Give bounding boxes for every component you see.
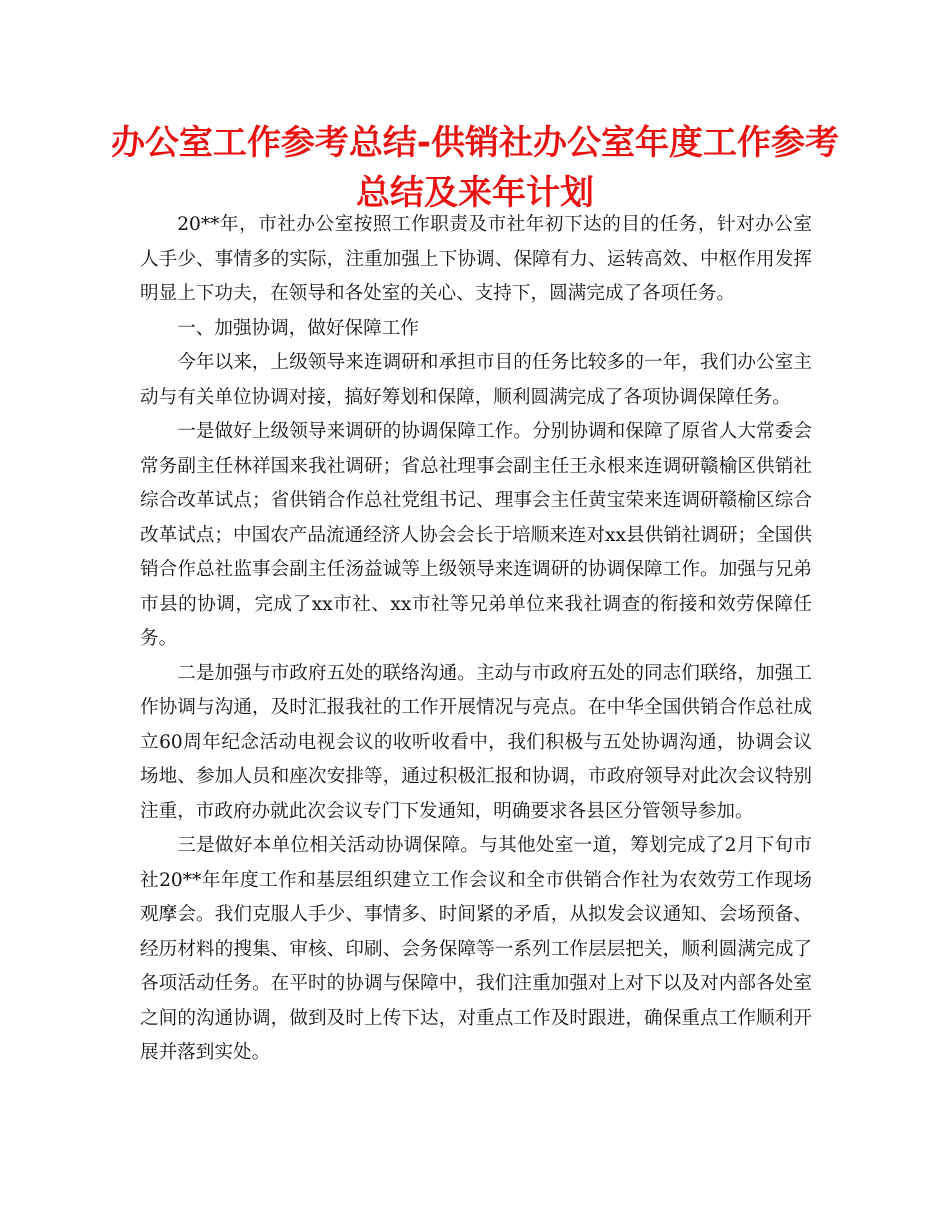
document-body	[140, 208, 812, 1071]
section-heading-1: 一、加强协调，做好保障工作	[177, 317, 419, 339]
paragraph-item-3: 三是做好本单位相关活动协调保障。与其他处室一道，筹划完成了2月下旬市社20**年年度工作和基层组织建立工作会议和全市供销合作社为农效劳工作现场观摩会。我们克服人手少、事情多、时间紧的矛盾，从拟发会议通知、会场预备、经历材料的搜集、审核、印刷、会务保障等一系列工作层层把关，顺利圆满完成了各项活动任务。在平时的协调与保障中，我们注重加强对上对下以及对内部各处室之间的沟通协调，做到及时上传下达，对重点工作及时跟进，确保重点工作顺利开展并落到实处。	[140, 835, 812, 1063]
paragraph-item-2: 二是加强与市政府五处的联络沟通。主动与市政府五处的同志们联络，加强工作协调与沟通，及时汇报我社的工作开展情况与亮点。在中华全国供销合作总社成立60周年纪念活动电视会议的收听收看中，我们积极与五处协调沟通，协调会议场地、参加人员和座次安排等，通过积极汇报和协调，市政府领导对此次会议特别注重，市政府办就此次会议专门下发通知，明确要求各县区分管领导参加。	[140, 662, 812, 822]
paragraph-item-1: 一是做好上级领导来调研的协调保障工作。分别协调和保障了原省人大常委会常务副主任林祥国来我社调研；省总社理事会副主任王永根来连调研赣榆区供销社综合改革试点；省供销合作总社党组书记、理事会主任黄宝荣来连调研赣榆区综合改革试点；中国农产品流通经济人协会会长于培顺来连对xx县供销社调研；全国供销合作总社监事会副主任汤益诚等上级领导来连调研的协调保障工作。加强与兄弟市县的协调，完成了xx市社、xx市社等兄弟单位来我社调查的衔接和效劳保障任务。	[140, 421, 812, 649]
document-title: 办公室工作参考总结-供销社办公室年度工作参考总结及来年计划	[110, 123, 840, 213]
paragraph-intro: 20**年，市社办公室按照工作职责及市社年初下达的目的任务，针对办公室人手少、事情多的实际，注重加强上下协调、保障有力、运转高效、中枢作用发挥明显上下功夫，在领导和各处室的关心、支持下，圆满完成了各项任务。	[140, 214, 812, 304]
paragraph-section-1-intro: 今年以来，上级领导来连调研和承担市目的任务比较多的一年，我们办公室主动与有关单位协调对接，搞好筹划和保障，顺利圆满完成了各项协调保障任务。	[140, 352, 812, 408]
